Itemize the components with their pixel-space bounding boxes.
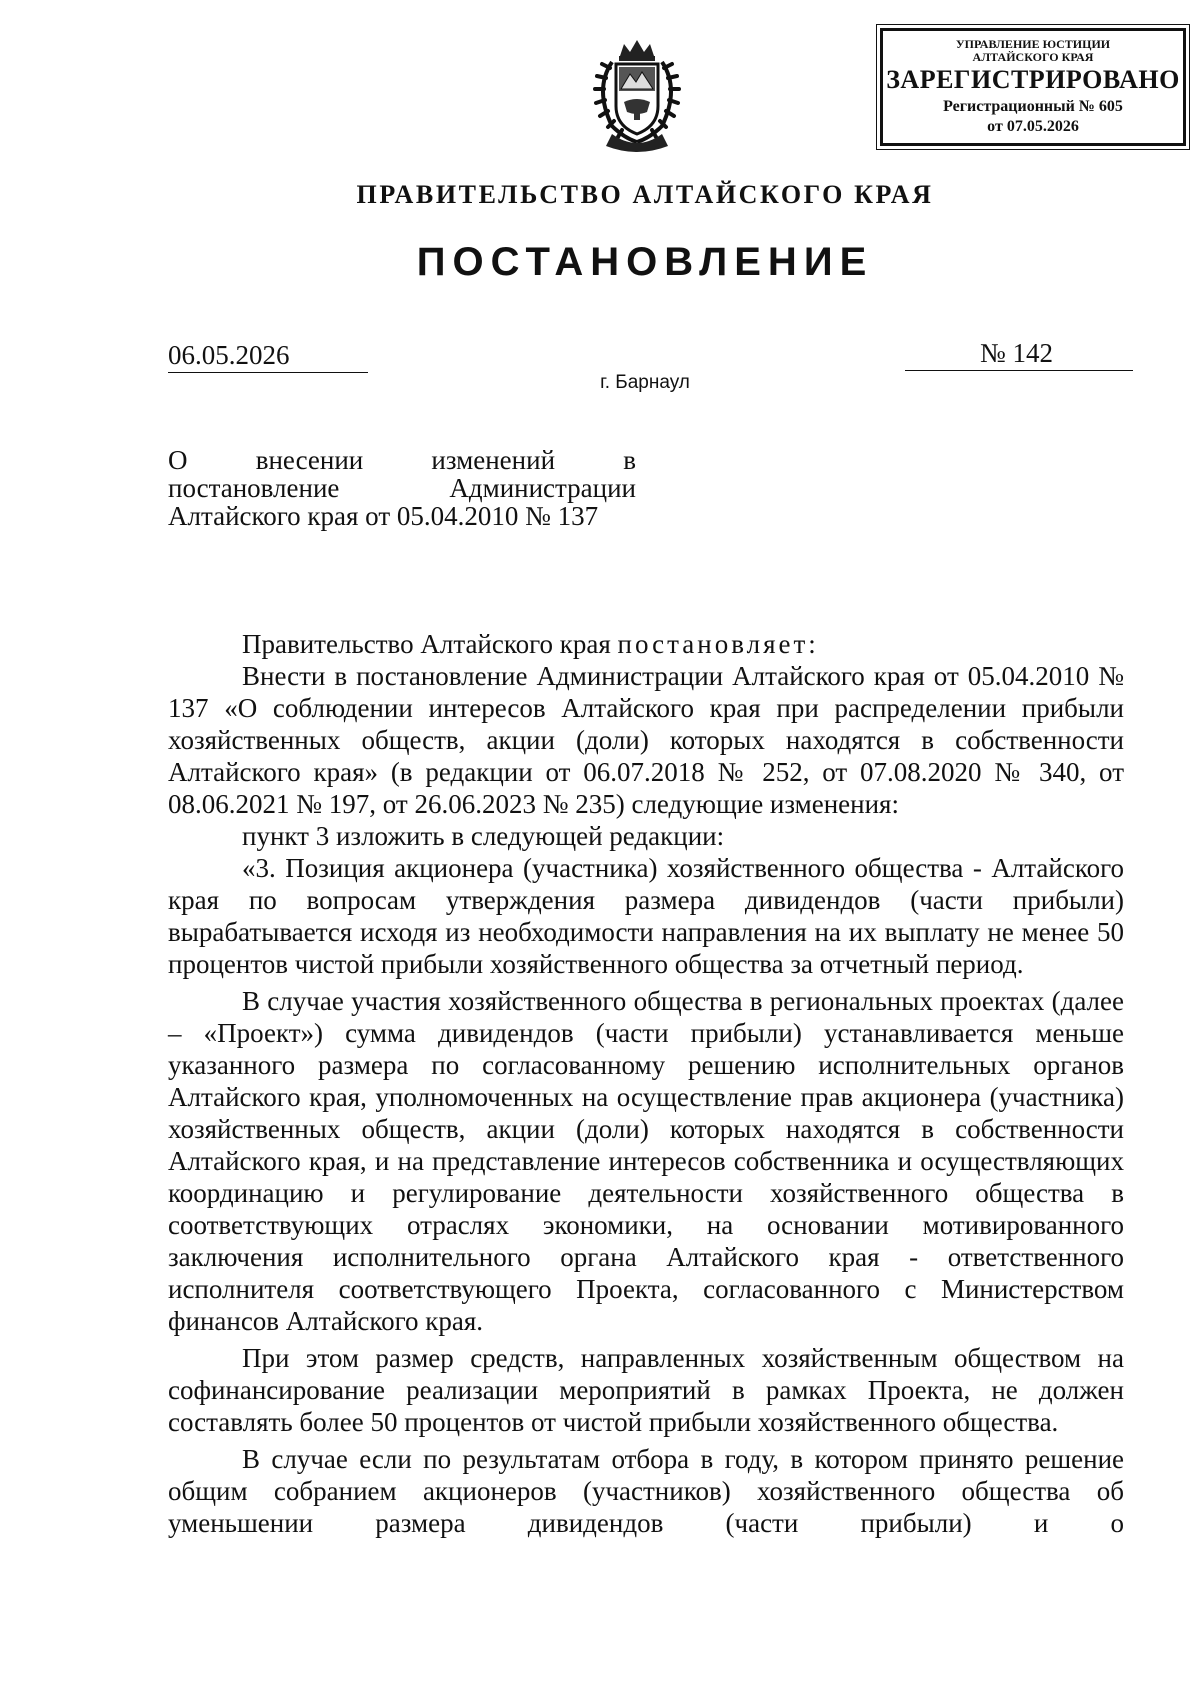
stamp-authority-line2: АЛТАЙСКОГО КРАЯ (972, 50, 1094, 64)
document-subject (168, 446, 636, 530)
paragraph-selection: В случае если по результатам отбора в году, в котором принято решение общим собранием акционеров (участников) хозяйственного общества об уменьшении размера дивидендов (части прибыли) и о (168, 1444, 1124, 1538)
document-body (168, 628, 1124, 1539)
paragraph-preamble (168, 628, 1124, 660)
subject-line-3: Алтайского края от 05.04.2010 № 137 (168, 501, 599, 531)
stamp-date: от 07.05.2026 (987, 118, 1079, 135)
preamble-text: Правительство Алтайского края (242, 629, 618, 659)
registration-stamp (880, 28, 1186, 146)
city: г. Барнаул (600, 372, 690, 393)
paragraph-amendment: Внести в постановление Администрации Алтайского края от 05.04.2010 № 137 «О соблюдении интересов Алтайского края при распределении прибыли хозяйственных обществ, акции (доли) которых находятся в собственности Алтайского края» (в редакции от 06.07.2018 № 252, от 07.08.2020 № 340, от 08.06.2021 № 197, от 26.06.2023 № 235) следующие изменения: (168, 661, 1124, 819)
document-type: ПОСТАНОВЛЕНИЕ (416, 240, 874, 284)
paragraph-regional-projects: В случае участия хозяйственного общества в региональных проектах (далее – «Проект») сумма дивидендов (части прибыли) устанавливается меньше указанного размера по согласованному решению исполнительных органов Алтайского края, уполномоченных на осуществление прав акционера (участника) хозяйственных обществ, акции (доли) которых находятся в собственности Алтайского края, и на представление интересов собственника и осуществляющих координацию и регулирование деятельности хозяйственного общества в соответствующих отраслях экономики, на основании мотивированного заключения исполнительного органа Алтайского края - ответственного исполнителя соответствующего Проекта, согласованного с Министерством финансов Алтайского края. (168, 986, 1124, 1336)
number-underline (905, 370, 1133, 371)
document-number: № 142 (980, 338, 1054, 368)
paragraph-cofinancing: При этом размер средств, направленных хозяйственным обществом на софинансирование реализации мероприятий в рамках Проекта, не должен составлять более 50 процентов от чистой прибыли хозяйственного общества. (168, 1343, 1124, 1437)
stamp-authority-line1: УПРАВЛЕНИЕ ЮСТИЦИИ (955, 37, 1111, 51)
document-date: 06.05.2026 (168, 340, 290, 370)
preamble-verb: постановляет: (617, 629, 819, 659)
stamp-title: ЗАРЕГИСТРИРОВАНО (886, 65, 1180, 94)
paragraph-instruction: пункт 3 изложить в следующей редакции: (242, 821, 725, 851)
paragraph-clause-3: «3. Позиция акционера (участника) хозяйственного общества - Алтайского края по вопросам утверждения размера дивидендов (части прибыли) вырабатывается исходя из необходимости направления на их выплату не менее 50 процентов чистой прибыли хозяйственного общества за отчетный период. (168, 853, 1124, 979)
subject-line-2: постановление Администрации (168, 473, 636, 503)
coat-of-arms-icon (572, 34, 702, 154)
issuing-authority: ПРАВИТЕЛЬСТВО АЛТАЙСКОГО КРАЯ (356, 180, 934, 209)
subject-line-1: О внесении изменений в (168, 445, 636, 475)
stamp-reg-number: Регистрационный № 605 (943, 98, 1123, 115)
